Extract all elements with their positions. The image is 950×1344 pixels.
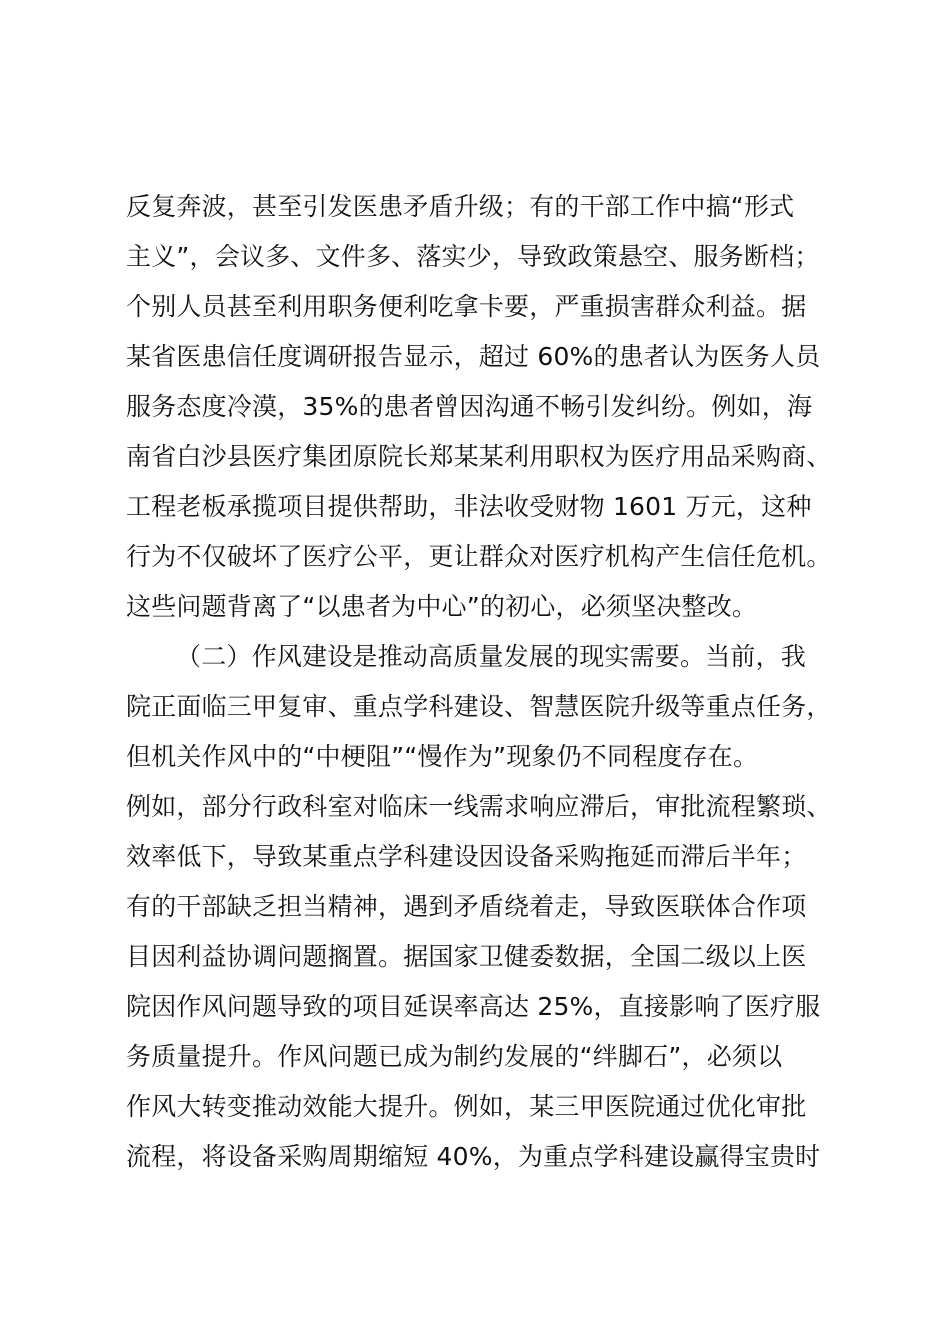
text-line: 南省白沙县医疗集团原院长郑某某利用职权为医疗用品采购商、 [126, 442, 832, 471]
text-line: 效率低下，导致某重点学科建设因设备采购拖延而滞后半年； [126, 842, 807, 871]
text-line: 这些问题背离了“以患者为中心”的初心，必须坚决整改。 [126, 592, 758, 621]
text-line: 目因利益协调问题搁置。据国家卫健委数据，全国二级以上医 [126, 942, 807, 971]
text-line: 作风大转变推动效能大提升。例如，某三甲医院通过优化审批 [126, 1092, 807, 1121]
text-line: 某省医患信任度调研报告显示，超过 60%的患者认为医务人员 [126, 342, 821, 371]
text-line: 主义”，会议多、文件多、落实少，导致政策悬空、服务断档； [126, 242, 820, 271]
text-line: 但机关作风中的“中梗阻”“慢作为”现象仍不同程度存在。 [126, 742, 759, 771]
text-line: 例如，部分行政科室对临床一线需求响应滞后，审批流程繁琐、 [126, 792, 832, 821]
text-line: 行为不仅破坏了医疗公平，更让群众对医疗机构产生信任危机。 [126, 542, 832, 571]
section-heading-line: （二）作风建设是推动高质量发展的现实需要。当前，我 [176, 642, 807, 671]
text-line: 服务态度冷漠，35%的患者曾因沟通不畅引发纠纷。例如，海 [126, 392, 813, 421]
text-line: 反复奔波，甚至引发医患矛盾升级；有的干部工作中搞“形式 [126, 192, 795, 221]
text-line: 有的干部缺乏担当精神，遇到矛盾绕着走，导致医联体合作项 [126, 892, 807, 921]
text-line: 个别人员甚至利用职务便利吃拿卡要，严重损害群众利益。据 [126, 292, 807, 321]
text-line: 流程，将设备采购周期缩短 40%，为重点学科建设赢得宝贵时 [126, 1142, 821, 1171]
text-line: 院因作风问题导致的项目延误率高达 25%，直接影响了医疗服 [126, 992, 821, 1021]
text-line: 工程老板承揽项目提供帮助，非法收受财物 1601 万元，这种 [126, 492, 812, 521]
text-line: 务质量提升。作风问题已成为制约发展的“绊脚石”，必须以 [126, 1042, 783, 1071]
document-body [126, 186, 856, 1186]
text-line: 院正面临三甲复审、重点学科建设、智慧医院升级等重点任务， [126, 692, 832, 721]
